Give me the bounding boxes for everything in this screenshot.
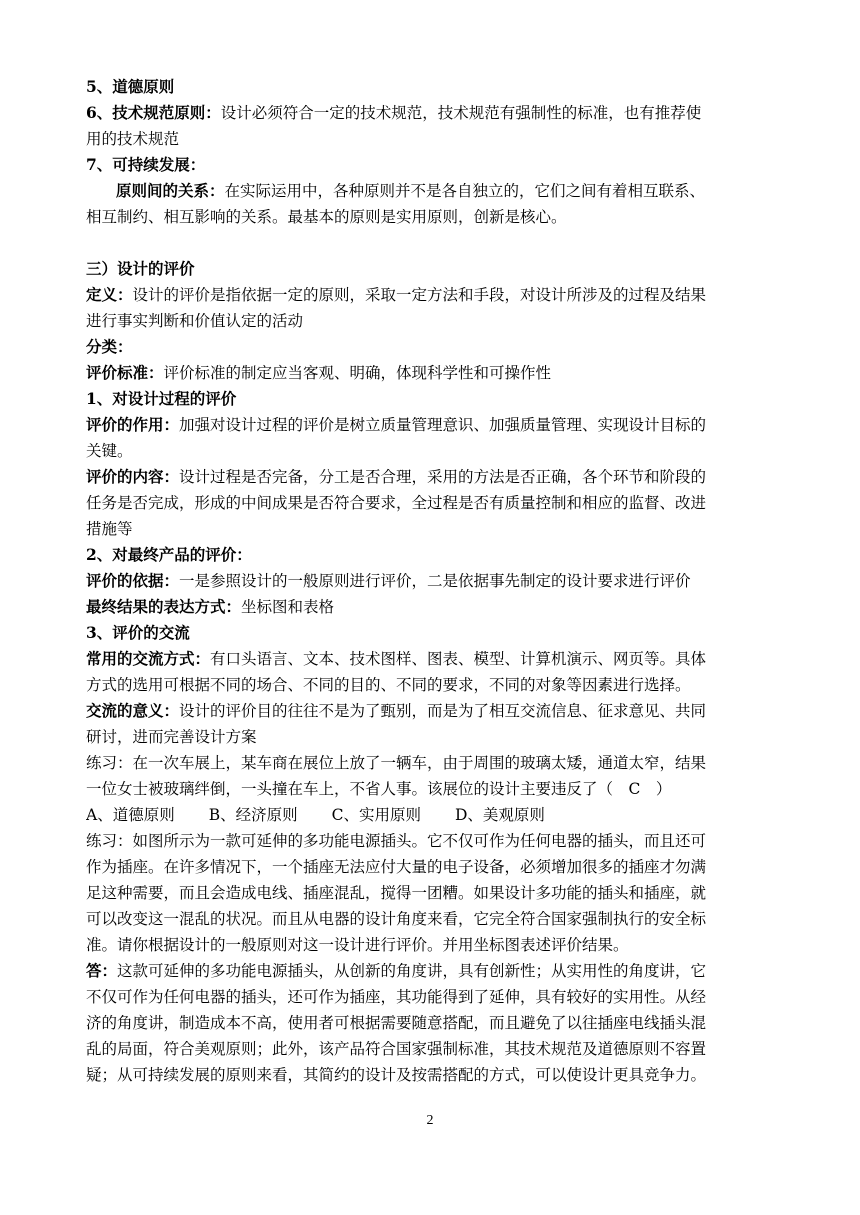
exchange-meaning-cont: 研讨，进而完善设计方案 xyxy=(86,728,257,746)
eval-classification: 分类： xyxy=(86,337,133,356)
std-title: 评价标准： xyxy=(86,363,164,382)
principle-5: 5、道德原则 xyxy=(86,77,175,96)
answer-line5: 疑；从可持续发展的原则来看，其简约的设计及按需搭配的方式，可以使设计更具竞争力。 xyxy=(86,1066,707,1084)
product-eval-result xyxy=(86,594,776,620)
eval-heading: 三）设计的评价 xyxy=(86,259,195,278)
answer-line1 xyxy=(86,958,776,984)
principle-relation-cont: 相互制约、相互影响的关系。最基本的原则是实用原则，创新是核心。 xyxy=(86,208,567,226)
answer-title: 答： xyxy=(86,961,118,980)
relation-title: 原则间的关系： xyxy=(116,181,225,200)
std-text: 评价标准的制定应当客观、明确，体现科学性和可操作性 xyxy=(163,364,552,382)
exercise2-line5: 准。请你根据设计的一般原则对这一设计进行评价。并用坐标图表述评价结果。 xyxy=(86,936,629,954)
page-number: 2 xyxy=(426,1113,434,1128)
principle-6-cont: 用的技术规范 xyxy=(86,130,180,148)
meaning-title: 交流的意义： xyxy=(86,701,180,720)
answer-line4: 乱的局面，符合美观原则；此外，该产品符合国家强制标准，其技术规范及道德原则不容置 xyxy=(86,1040,707,1058)
exercise2-line3: 足这种需要，而且会造成电线、插座混乱，搅得一团糟。如果设计多功能的插头和插座，就 xyxy=(86,884,707,902)
answer-line3: 济的角度讲，制造成本不高，使用者可根据需要随意搭配，而且避免了以往插座电线插头混 xyxy=(86,1014,707,1032)
option-a: A、道德原则 xyxy=(86,806,175,824)
answer-line2: 不仅可作为任何电器的插头，还可作为插座，其功能得到了延伸，具有较好的实用性。从经 xyxy=(86,988,707,1006)
def-text: 设计的评价是指依据一定的原则，采取一定方法和手段，对设计所涉及的过程及结果 xyxy=(132,286,707,304)
exercise1-line2: 一位女士被玻璃绊倒，一头撞在车上，不省人事。该展位的设计主要违反了（ C ） xyxy=(86,780,672,798)
eval-definition-cont: 进行事实判断和价值认定的活动 xyxy=(86,312,304,330)
option-d: D、美观原则 xyxy=(454,806,545,824)
eval-standard xyxy=(86,360,776,386)
principle-6-title: 6、技术规范原则： xyxy=(86,103,221,122)
eval-exchange-title: 3、评价的交流 xyxy=(86,623,190,642)
process-eval-role-cont: 关键。 xyxy=(86,442,133,460)
exchange-ways-cont: 方式的选用可根据不同的场合、不同的目的、不同的要求，不同的对象等因素进行选择。 xyxy=(86,676,691,694)
content-text: 设计过程是否完备，分工是否合理，采用的方法是否正确，各个环节和阶段的 xyxy=(179,468,707,486)
process-eval-role xyxy=(86,412,776,438)
role-text: 加强对设计过程的评价是树立质量管理意识、加强质量管理、实现设计目标的 xyxy=(179,416,707,434)
result-text: 坐标图和表格 xyxy=(241,598,335,616)
meaning-text: 设计的评价目的往往不是为了甄别，而是为了相互交流信息、征求意见、共同 xyxy=(179,702,707,720)
process-eval-content xyxy=(86,464,776,490)
basis-title: 评价的依据： xyxy=(86,571,180,590)
principle-6 xyxy=(86,100,776,126)
option-b: B、经济原则 xyxy=(208,806,298,824)
principle-6-text: 设计必须符合一定的技术规范，技术规范有强制性的标准，也有推荐使 xyxy=(220,104,702,122)
def-title: 定义： xyxy=(86,285,133,304)
answer-text: 这款可延伸的多功能电源插头，从创新的角度讲，具有创新性；从实用性的角度讲，它 xyxy=(117,962,707,980)
ways-title: 常用的交流方式： xyxy=(86,649,211,668)
option-c: C、实用原则 xyxy=(331,806,421,824)
exercise2-line2: 作为插座。在许多情况下，一个插座无法应付大量的电子设备，必须增加很多的插座才勿满 xyxy=(86,858,707,876)
exercise2-line4: 可以改变这一混乱的状况。而且从电器的设计角度来看，它完全符合国家强制执行的安全标 xyxy=(86,910,707,928)
eval-definition xyxy=(86,282,776,308)
exercise1-line1: 练习：在一次车展上，某车商在展位上放了一辆车，由于周围的玻璃太矮，通道太窄，结果 xyxy=(86,754,707,772)
relation-text: 在实际运用中，各种原则并不是各自独立的，它们之间有着相互联系、 xyxy=(224,182,706,200)
role-title: 评价的作用： xyxy=(86,415,180,434)
document-page xyxy=(86,74,776,1088)
product-eval-title: 2、对最终产品的评价： xyxy=(86,545,252,564)
ways-text: 有口头语言、文本、技术图样、图表、模型、计算机演示、网页等。具体 xyxy=(210,650,707,668)
exercise2-line1: 练习：如图所示为一款可延伸的多功能电源插头。它不仅可作为任何电器的插头，而且还可 xyxy=(86,832,707,850)
principle-relation xyxy=(86,178,776,204)
process-eval-title: 1、对设计过程的评价 xyxy=(86,389,237,408)
process-eval-content-cont2: 措施等 xyxy=(86,520,133,538)
product-eval-basis xyxy=(86,568,776,594)
principle-7: 7、可持续发展： xyxy=(86,155,206,174)
basis-text: 一是参照设计的一般原则进行评价，二是依据事先制定的设计要求进行评价 xyxy=(179,572,691,590)
exchange-ways xyxy=(86,646,776,672)
result-title: 最终结果的表达方式： xyxy=(86,597,242,616)
exchange-meaning xyxy=(86,698,776,724)
process-eval-content-cont1: 任务是否完成，形成的中间成果是否符合要求，全过程是否有质量控制和相应的监督、改进 xyxy=(86,494,707,512)
exercise1-options xyxy=(86,802,776,828)
content-title: 评价的内容： xyxy=(86,467,180,486)
